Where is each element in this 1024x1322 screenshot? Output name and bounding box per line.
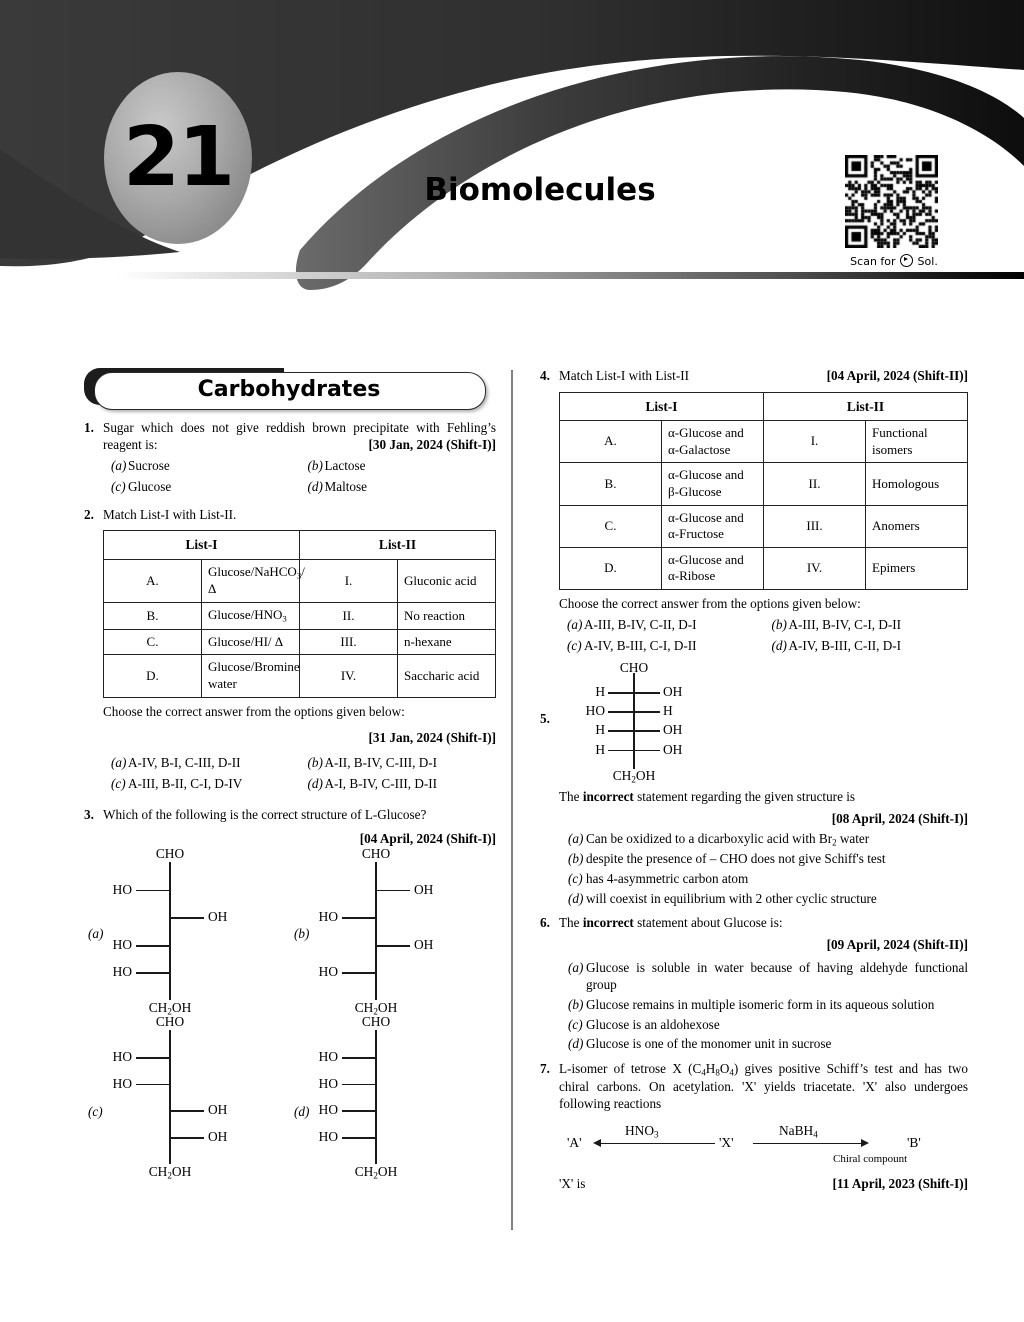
col-header-list-i: List-I [560,392,764,420]
option-text: Maltose [324,478,367,494]
question-number: 5. [540,710,550,726]
question-text: Sugar which does not give reddish brown precipitate with Fehling’s reagent is: [30 Jan, 2024 (Shift-I)] [103,420,496,452]
question-5 [540,789,968,911]
table-row [104,603,496,630]
row-value-left: α-Glucose and α-Fructose [662,505,764,547]
row-key-left: D. [104,655,202,697]
row-value-left: Glucose/$HNO_3$ [202,603,300,630]
header-bottom-rule [118,272,1024,279]
right-column [540,368,968,1193]
table-row [560,421,968,463]
reagent-nabh4: NaBH$_4$ [779,1123,818,1140]
option-c[interactable] [559,871,968,888]
row-key-right: III. [764,505,866,547]
fischer-structure-c: (c) CHO $CH_2OH$ HO HO OH OH [88,1014,228,1181]
row-key-left: A. [560,421,662,463]
row-value-left: α-Glucose and α-Galactose [662,421,764,463]
row-key-left: A. [104,559,202,602]
structure-label: (c) [88,1104,103,1120]
options-list [103,458,496,500]
column-divider [511,370,513,1230]
structure-row [84,1016,496,1180]
question-text: The incorrect statement regarding the given structure is [559,788,856,804]
option-b[interactable] [300,755,497,772]
row-value-right: No reaction [398,603,496,630]
question-text: The incorrect statement about Glucose is: [559,915,783,931]
arrow-right-shaft [753,1143,863,1145]
match-table-q2 [103,530,496,697]
question-number: 4. [540,368,550,383]
row-value-left: Glucose/NaHCO$_3$/Δ [202,559,300,602]
option-label: (b) [568,851,584,867]
option-label: (d) [771,637,787,653]
row-key-right: IV. [300,655,398,697]
option-text: Sucrose [128,457,170,473]
table-header-row [560,392,968,420]
reaction-scheme [567,1120,968,1176]
option-label: (d) [307,776,323,792]
col-header-list-i: List-I [104,531,300,559]
match-table-q4 [559,392,968,590]
option-label: (b) [307,755,323,771]
fischer-structure-a: (a) CHO $CH_2OH$ HO OH HO HO [88,846,228,1017]
row-value-right: Saccharic acid [398,655,496,697]
row-key-left: C. [560,505,662,547]
row-value-right: Gluconic acid [398,559,496,602]
option-text: A-II, B-IV, C-III, D-I [324,755,438,771]
fischer-structure-q5: 5. CHO $CH_2OH$ H OH HO H H OH H OH [540,659,683,785]
option-label: (a) [111,457,127,473]
option-text: despite the presence of – CHO does not give Schiff's test [586,851,886,867]
question-6 [540,915,968,1056]
qr-code[interactable] [845,155,938,248]
option-text: Glucose is an aldohexose [586,1016,720,1032]
row-value-left: Glucose/Bromine water [202,655,300,697]
scan-label-after: Sol. [917,255,938,268]
option-d[interactable] [559,1036,968,1053]
row-value-right: Epimers [866,547,968,589]
col-header-list-ii: List-II [764,392,968,420]
arrow-left-shaft [599,1143,715,1145]
option-c[interactable] [103,776,300,793]
exam-date-badge: [30 Jan, 2024 (Shift-I)] [368,436,496,452]
option-text: A-III, B-IV, C-II, D-I [584,616,697,632]
option-label: (d) [307,478,323,494]
question-1 [84,420,496,500]
option-d[interactable] [300,776,497,793]
exam-date-badge: [31 Jan, 2024 (Shift-I)] [368,729,496,745]
option-label: (d) [568,1036,584,1052]
fischer-structure-d: (d) CHO $CH_2OH$ HO HO HO HO [294,1014,398,1181]
emphasis-word: incorrect [582,788,634,804]
row-key-left: B. [560,463,662,505]
option-d[interactable] [764,638,969,655]
question-number: 3. [84,807,94,823]
option-c[interactable] [559,1017,968,1034]
structure-label: (d) [294,1104,310,1120]
question-3-structures [84,848,496,1180]
option-text: A-IV, B-I, C-III, D-II [128,755,241,771]
option-label: (c) [111,478,126,494]
option-text: Can be oxidized to a dicarboxylic acid with $Br_2$ water [586,830,870,847]
table-row [560,505,968,547]
option-b[interactable] [300,458,497,475]
option-a[interactable] [559,960,968,994]
question-text: Which of the following is the correct structure of L-Glucose? [103,807,427,823]
fischer-structure-b: (b) CHO $CH_2OH$ OH HO OH HO [294,846,434,1017]
option-label: (b) [568,996,584,1012]
question-number: 6. [540,915,550,931]
species-x: 'X' [719,1135,734,1151]
row-value-left: α-Glucose and α-Ribose [662,547,764,589]
table-row [104,559,496,602]
option-text: A-III, B-II, C-I, D-IV [128,776,243,792]
exam-date-badge: [11 April, 2023 (Shift-I)] [832,1176,968,1192]
row-value-right: Anomers [866,505,968,547]
row-key-right: II. [300,603,398,630]
options-list [559,960,968,1053]
option-label: (a) [111,755,127,771]
play-circle-icon [900,254,913,267]
col-header-list-ii: List-II [300,531,496,559]
row-key-right: IV. [764,547,866,589]
question-3 [84,807,496,848]
section-title: Carbohydrates [197,376,381,402]
options-list [559,617,968,659]
row-key-left: D. [560,547,662,589]
arrow-right-head [861,1139,869,1147]
exam-date-badge: [09 April, 2024 (Shift-II)] [826,937,968,953]
chapter-number: 21 [122,110,234,205]
option-text: has 4-asymmetric carbon atom [586,871,749,887]
option-label: (a) [568,830,584,846]
exam-date-badge: [04 April, 2024 (Shift-II)] [826,368,968,383]
option-text: Glucose is soluble in water because of having aldehyde functional group [586,959,968,992]
option-c[interactable] [559,638,764,655]
option-a[interactable] [559,831,968,849]
question-number: 1. [84,420,94,435]
option-label: (b) [307,457,323,473]
question-text: Match List-I with List-II [04 April, 2024 (Shift-II)] [559,368,968,383]
row-key-right: I. [300,559,398,602]
reagent-hno3: $HNO_3$ [625,1123,659,1140]
row-value-right: Homologous [866,463,968,505]
option-label: (c) [568,871,583,887]
option-d[interactable] [300,479,497,496]
option-label: (a) [568,959,584,975]
option-text: A-I, B-IV, C-III, D-II [324,776,438,792]
exam-date-badge: [08 April, 2024 (Shift-I)] [831,810,968,826]
table-row [560,463,968,505]
question-2 [84,507,496,798]
section-header-carbohydrates [84,368,496,409]
row-value-right: Functional isomers [866,421,968,463]
option-text: A-IV, B-III, C-I, D-II [584,637,697,653]
option-text: Glucose [128,478,172,494]
option-text: Lactose [324,457,366,473]
question-number: 2. [84,506,94,522]
row-key-right: I. [764,421,866,463]
page-title: Biomolecules [424,172,656,208]
option-c[interactable] [103,479,300,496]
choose-instruction: Choose the correct answer from the options given below: [103,703,405,719]
option-label: (c) [111,776,126,792]
exam-date-badge: [04 April, 2024 (Shift-I)] [359,831,496,847]
question-text: Match List-I with List-II. [103,506,237,522]
table-row [104,655,496,697]
scan-label-before: Scan for [850,255,896,268]
choose-instruction: Choose the correct answer from the options given below: [559,596,861,612]
row-value-left: α-Glucose and β-Glucose [662,463,764,505]
page-header [0,0,1024,290]
option-text: will coexist in equilibrium with 2 other cyclic structure [586,891,877,907]
option-b[interactable] [559,997,968,1014]
table-row [104,629,496,655]
option-text: A-IV, B-III, C-II, D-I [788,637,902,653]
option-a[interactable] [103,458,300,475]
option-label: (c) [568,1016,583,1032]
table-header-row [104,531,496,559]
row-key-left: C. [104,629,202,655]
row-key-right: II. [764,463,866,505]
option-d[interactable] [559,891,968,908]
question-7 [540,1061,968,1193]
question-tail: 'X' is [11 April, 2023 (Shift-I)] [559,1176,968,1192]
chapter-number-badge [104,72,252,244]
option-label: (c) [567,637,582,653]
option-label: (d) [568,891,584,907]
left-column [84,368,496,1180]
option-label: (b) [771,616,787,632]
emphasis-word: incorrect [582,915,634,931]
scheme-caption: Chiral compount [833,1153,908,1166]
option-text: A-III, B-IV, C-I, D-II [788,616,902,632]
scan-for-solution-caption [838,252,950,268]
option-b[interactable] [559,851,968,868]
question-5-structure [540,659,968,787]
option-text: Glucose is one of the monomer unit in sucrose [586,1036,832,1052]
species-a: 'A' [567,1135,582,1151]
row-value-right: n-hexane [398,629,496,655]
row-value-left: Glucose/HI/ Δ [202,629,300,655]
structure-label: (a) [88,926,104,942]
option-text: Glucose remains in multiple isomeric form in its aqueous solution [586,996,935,1012]
table-row [560,547,968,589]
species-b: 'B' [907,1135,921,1151]
question-4 [540,368,968,659]
question-number: 7. [540,1061,550,1077]
row-key-right: III. [300,629,398,655]
options-list [559,831,968,909]
option-b[interactable] [764,617,969,634]
option-label: (a) [567,616,583,632]
options-list [103,755,496,797]
question-text: L-isomer of tetrose X $(C_4H_8O_4)$ gives positive Schiff’s test and has two chiral carbons. On acetylation. 'X' yields triacetate. 'X' also undergoes following reactions [559,1061,969,1112]
structure-label: (b) [294,926,310,942]
option-a[interactable] [103,755,300,772]
row-key-left: B. [104,603,202,630]
option-a[interactable] [559,617,764,634]
question-number [540,789,559,911]
structure-row [84,848,496,1016]
